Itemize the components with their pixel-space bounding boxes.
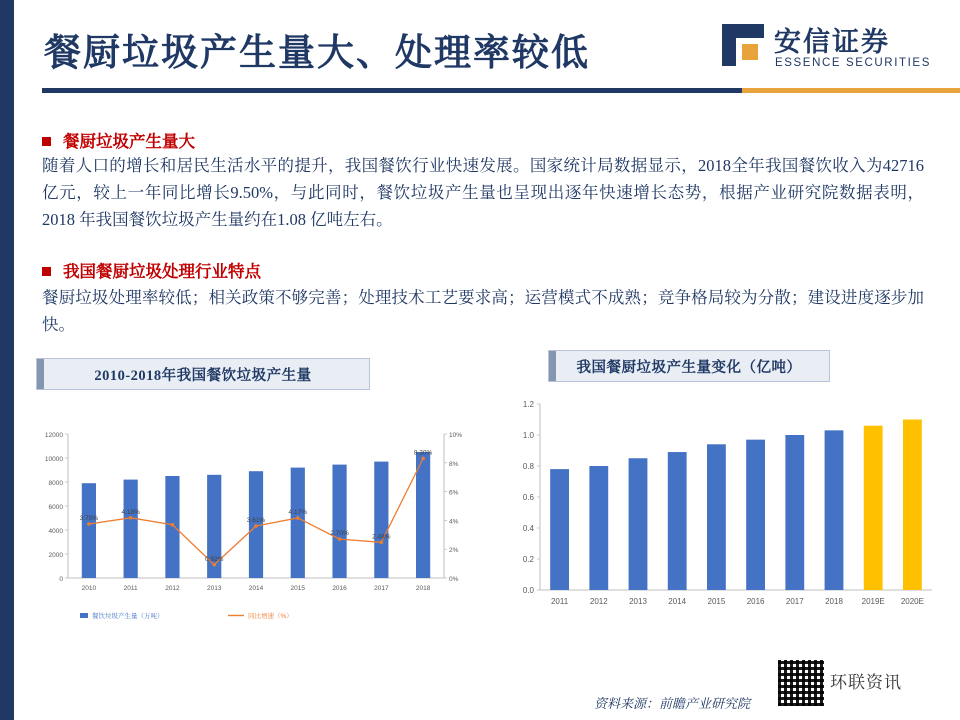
svg-text:2013: 2013 <box>206 585 222 592</box>
svg-text:0%: 0% <box>449 576 459 583</box>
svg-text:0.8: 0.8 <box>522 462 534 471</box>
svg-text:10000: 10000 <box>44 456 63 463</box>
section-2-heading <box>42 258 261 282</box>
svg-text:2.48%: 2.48% <box>372 533 391 541</box>
svg-text:4000: 4000 <box>48 528 63 535</box>
svg-text:同比增速（%）: 同比增速（%） <box>248 613 293 620</box>
section-1-heading-text: 餐厨垃圾产生量大 <box>63 132 195 151</box>
svg-text:0: 0 <box>59 576 63 583</box>
right-chart-caption <box>548 350 830 382</box>
svg-text:2019E: 2019E <box>861 597 885 606</box>
slide-header <box>14 0 960 96</box>
header-rule-blue <box>42 88 742 93</box>
section-2-heading-text: 我国餐厨垃圾处理行业特点 <box>63 262 261 281</box>
svg-text:0.6: 0.6 <box>522 493 534 502</box>
svg-text:0.2: 0.2 <box>522 555 534 564</box>
right-chart-svg <box>500 390 950 630</box>
svg-text:4.17%: 4.17% <box>288 508 307 516</box>
svg-text:2016: 2016 <box>746 597 765 606</box>
svg-text:2017: 2017 <box>374 585 389 592</box>
svg-text:3.75%: 3.75% <box>79 515 99 522</box>
svg-text:2.70%: 2.70% <box>330 530 349 538</box>
svg-text:3.61%: 3.61% <box>246 517 266 525</box>
left-accent-bar <box>0 0 14 720</box>
caption-accent-bar <box>37 359 44 389</box>
left-chart-caption-text: 2010-2018年我国餐饮垃圾产生量 <box>94 367 312 384</box>
logo-text-en: ESSENCE SECURITIES <box>775 57 931 69</box>
qr-label: 环联资讯 <box>830 673 902 692</box>
logo-text-cn: 安信证券 <box>774 27 890 57</box>
svg-text:4%: 4% <box>449 518 459 526</box>
right-chart-caption-text: 我国餐厨垃圾产生量变化（亿吨） <box>576 359 802 376</box>
svg-text:1.2: 1.2 <box>522 400 534 409</box>
svg-text:8.30%: 8.30% <box>413 449 433 457</box>
svg-text:2020E: 2020E <box>900 597 924 606</box>
svg-text:6%: 6% <box>449 489 459 497</box>
brand-logo <box>720 20 950 82</box>
left-chart-panel <box>20 420 490 630</box>
svg-text:2%: 2% <box>449 547 459 555</box>
svg-text:2012: 2012 <box>589 597 608 606</box>
svg-text:2011: 2011 <box>123 585 138 592</box>
svg-text:0.4: 0.4 <box>522 524 534 533</box>
svg-text:0.92%: 0.92% <box>205 555 224 563</box>
header-rule-orange <box>742 88 960 93</box>
svg-text:2012: 2012 <box>165 585 180 592</box>
bullet-square-icon <box>42 137 51 146</box>
qr-code-icon <box>776 658 826 708</box>
svg-text:6000: 6000 <box>48 504 63 511</box>
svg-text:2011: 2011 <box>550 597 569 606</box>
qr-block <box>768 654 948 710</box>
svg-text:2015: 2015 <box>290 585 306 592</box>
svg-text:8%: 8% <box>449 460 459 468</box>
svg-text:2013: 2013 <box>629 597 647 606</box>
svg-text:1.0: 1.0 <box>522 431 534 440</box>
section-1-heading <box>42 128 195 152</box>
page-title: 餐厨垃圾产生量大、处理率较低 <box>44 32 590 73</box>
right-chart-panel <box>500 390 950 630</box>
svg-text:2000: 2000 <box>48 552 63 559</box>
svg-text:2014: 2014 <box>248 585 264 592</box>
caption-accent-bar <box>549 351 556 381</box>
svg-text:2010: 2010 <box>81 585 97 592</box>
svg-text:12000: 12000 <box>44 432 63 439</box>
svg-text:10%: 10% <box>449 432 463 439</box>
source-note: 资料来源：前瞻产业研究院 <box>593 696 750 711</box>
svg-text:2015: 2015 <box>707 597 726 606</box>
svg-text:餐饮垃圾产生量（万吨）: 餐饮垃圾产生量（万吨） <box>92 613 164 620</box>
svg-text:2016: 2016 <box>332 585 347 592</box>
section-1-body: 随着人口的增长和居民生活水平的提升，我国餐饮行业快速发展。国家统计局数据显示，2018全年我国餐饮收入为42716 亿元，较上一年同比增长9.50%，与此同时，餐饮垃圾产生量也呈现出逐年快速增长态势，根据产业研究院数据表明，2018 年我国餐饮垃圾产生量约在1.08 亿吨左右。 <box>42 156 924 229</box>
section-2-body: 餐厨垃圾处理率较低；相关政策不够完善；处理技术工艺要求高；运营模式不成熟；竞争格局较为分散；建设进度逐步加快。 <box>42 288 924 334</box>
logo-mark-icon <box>722 24 764 66</box>
svg-text:0.0: 0.0 <box>522 586 534 595</box>
svg-text:2018: 2018 <box>415 585 431 592</box>
svg-text:4.18%: 4.18% <box>121 508 140 516</box>
bullet-square-icon <box>42 267 51 276</box>
left-chart-svg <box>20 420 490 630</box>
left-chart-caption <box>36 358 370 390</box>
svg-text:2014: 2014 <box>668 597 687 606</box>
svg-text:8000: 8000 <box>48 480 63 487</box>
svg-text:2017: 2017 <box>785 597 804 606</box>
svg-text:2018: 2018 <box>825 597 843 606</box>
